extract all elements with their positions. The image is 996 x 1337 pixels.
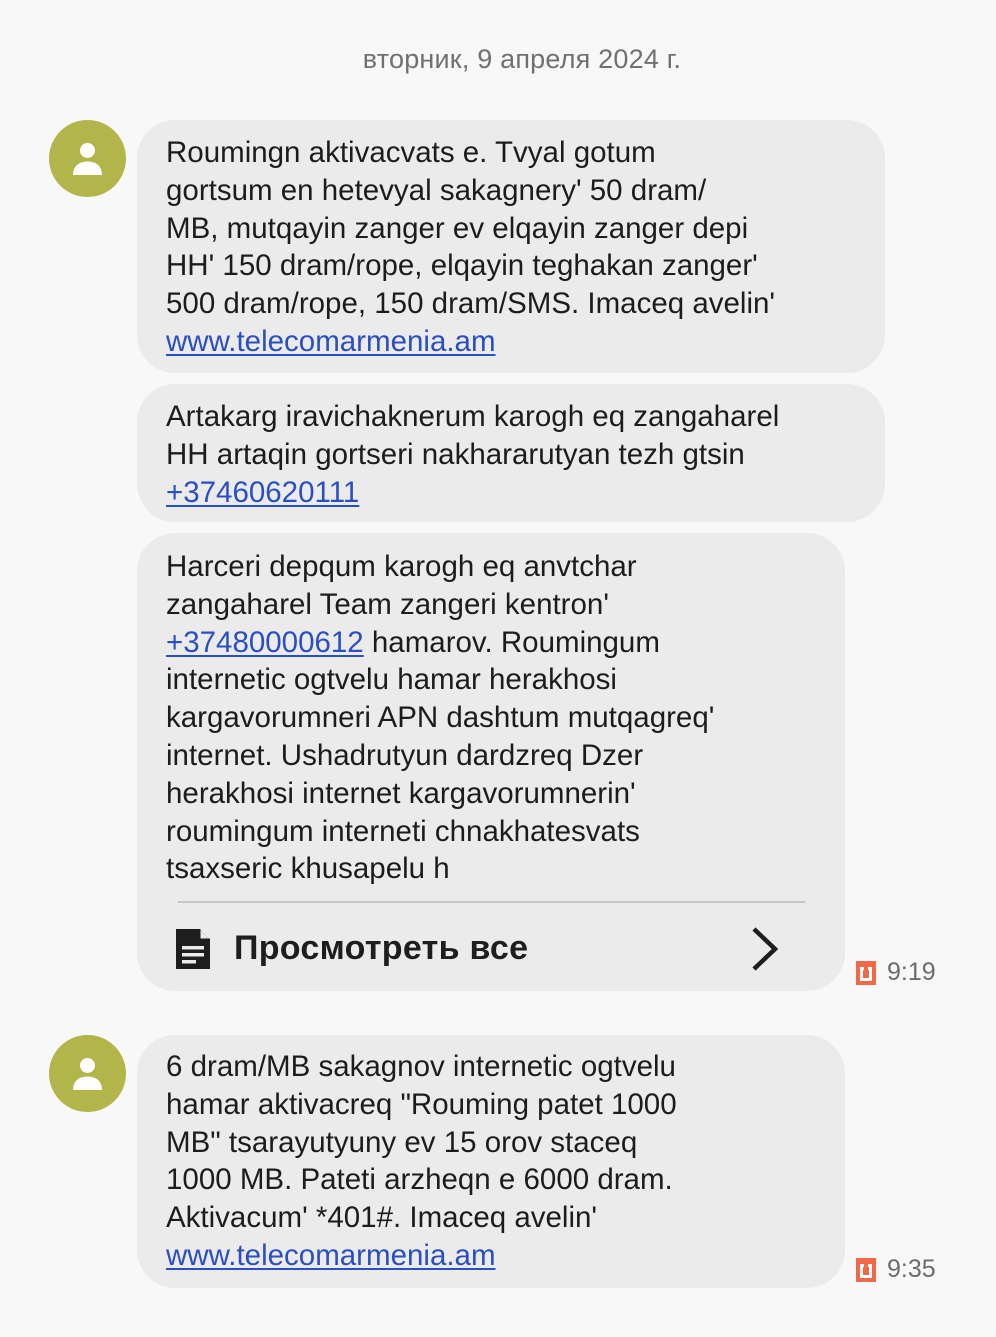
message-bubble-1[interactable] bbox=[137, 120, 885, 373]
date-header: вторник, 9 апреля 2024 г. bbox=[362, 44, 682, 74]
person-icon bbox=[72, 1057, 103, 1090]
chevron-right-icon[interactable] bbox=[749, 926, 779, 972]
phone-link[interactable]: +37480000612 bbox=[166, 625, 364, 659]
message-text: Roumingn aktivacvats e. Tvyal gotum gortsum en hetevyal sakagnery' 50 dram/ MB, mutqayin zanger ev elqayin zanger depi HH' 150 dram/rope, elqayin teghakan zanger' 500 dram/rope, 150 dram/SMS. Imaceq avelin' bbox=[166, 136, 776, 321]
message-link[interactable]: www.telecomarmenia.am bbox=[166, 1238, 496, 1272]
message-text bbox=[166, 548, 817, 888]
document-icon bbox=[174, 927, 212, 971]
message-text-part: hamarov. Roumingum internetic ogtvelu hamar herakhosi kargavorumneri APN dashtum mutqagreq' internet. Ushadrutyun dardzreq Dzer herakhosi internet kargavorumnerin' roumingum interneti chnakhatesvats tsaxseric khusapelu h bbox=[166, 625, 715, 886]
sender-avatar[interactable] bbox=[49, 120, 126, 197]
view-all-label: Просмотреть все bbox=[234, 929, 529, 968]
message-bubble-4[interactable] bbox=[137, 1035, 845, 1288]
sim-card-icon bbox=[854, 1256, 878, 1284]
message-bubble-2[interactable] bbox=[137, 384, 885, 522]
message-time bbox=[854, 958, 936, 987]
person-icon bbox=[72, 142, 103, 175]
time-label: 9:19 bbox=[887, 958, 936, 986]
phone-link[interactable]: +37460620111 bbox=[166, 475, 360, 509]
sender-avatar[interactable] bbox=[49, 1035, 126, 1112]
message-text-part: Harceri depqum karogh eq anvtchar zangaharel Team zangeri kentron' bbox=[166, 550, 637, 621]
message-time bbox=[854, 1255, 936, 1284]
view-all-button[interactable] bbox=[166, 903, 817, 995]
time-label: 9:35 bbox=[887, 1255, 936, 1283]
message-link[interactable]: www.telecomarmenia.am bbox=[166, 324, 496, 358]
message-text: Artakarg iravichaknerum karogh eq zangaharel HH artaqin gortseri nakhararutyan tezh gtsin bbox=[166, 400, 780, 471]
message-text: 6 dram/MB sakagnov internetic ogtvelu hamar aktivacreq "Rouming patet 1000 MB" tsarayutyuny ev 15 orov staceq 1000 MB. Pateti arzheqn e 6000 dram. Aktivacum' *401#. Imaceq avelin' bbox=[166, 1050, 677, 1235]
message-bubble-3[interactable] bbox=[137, 533, 845, 991]
sim-card-icon bbox=[854, 959, 878, 987]
